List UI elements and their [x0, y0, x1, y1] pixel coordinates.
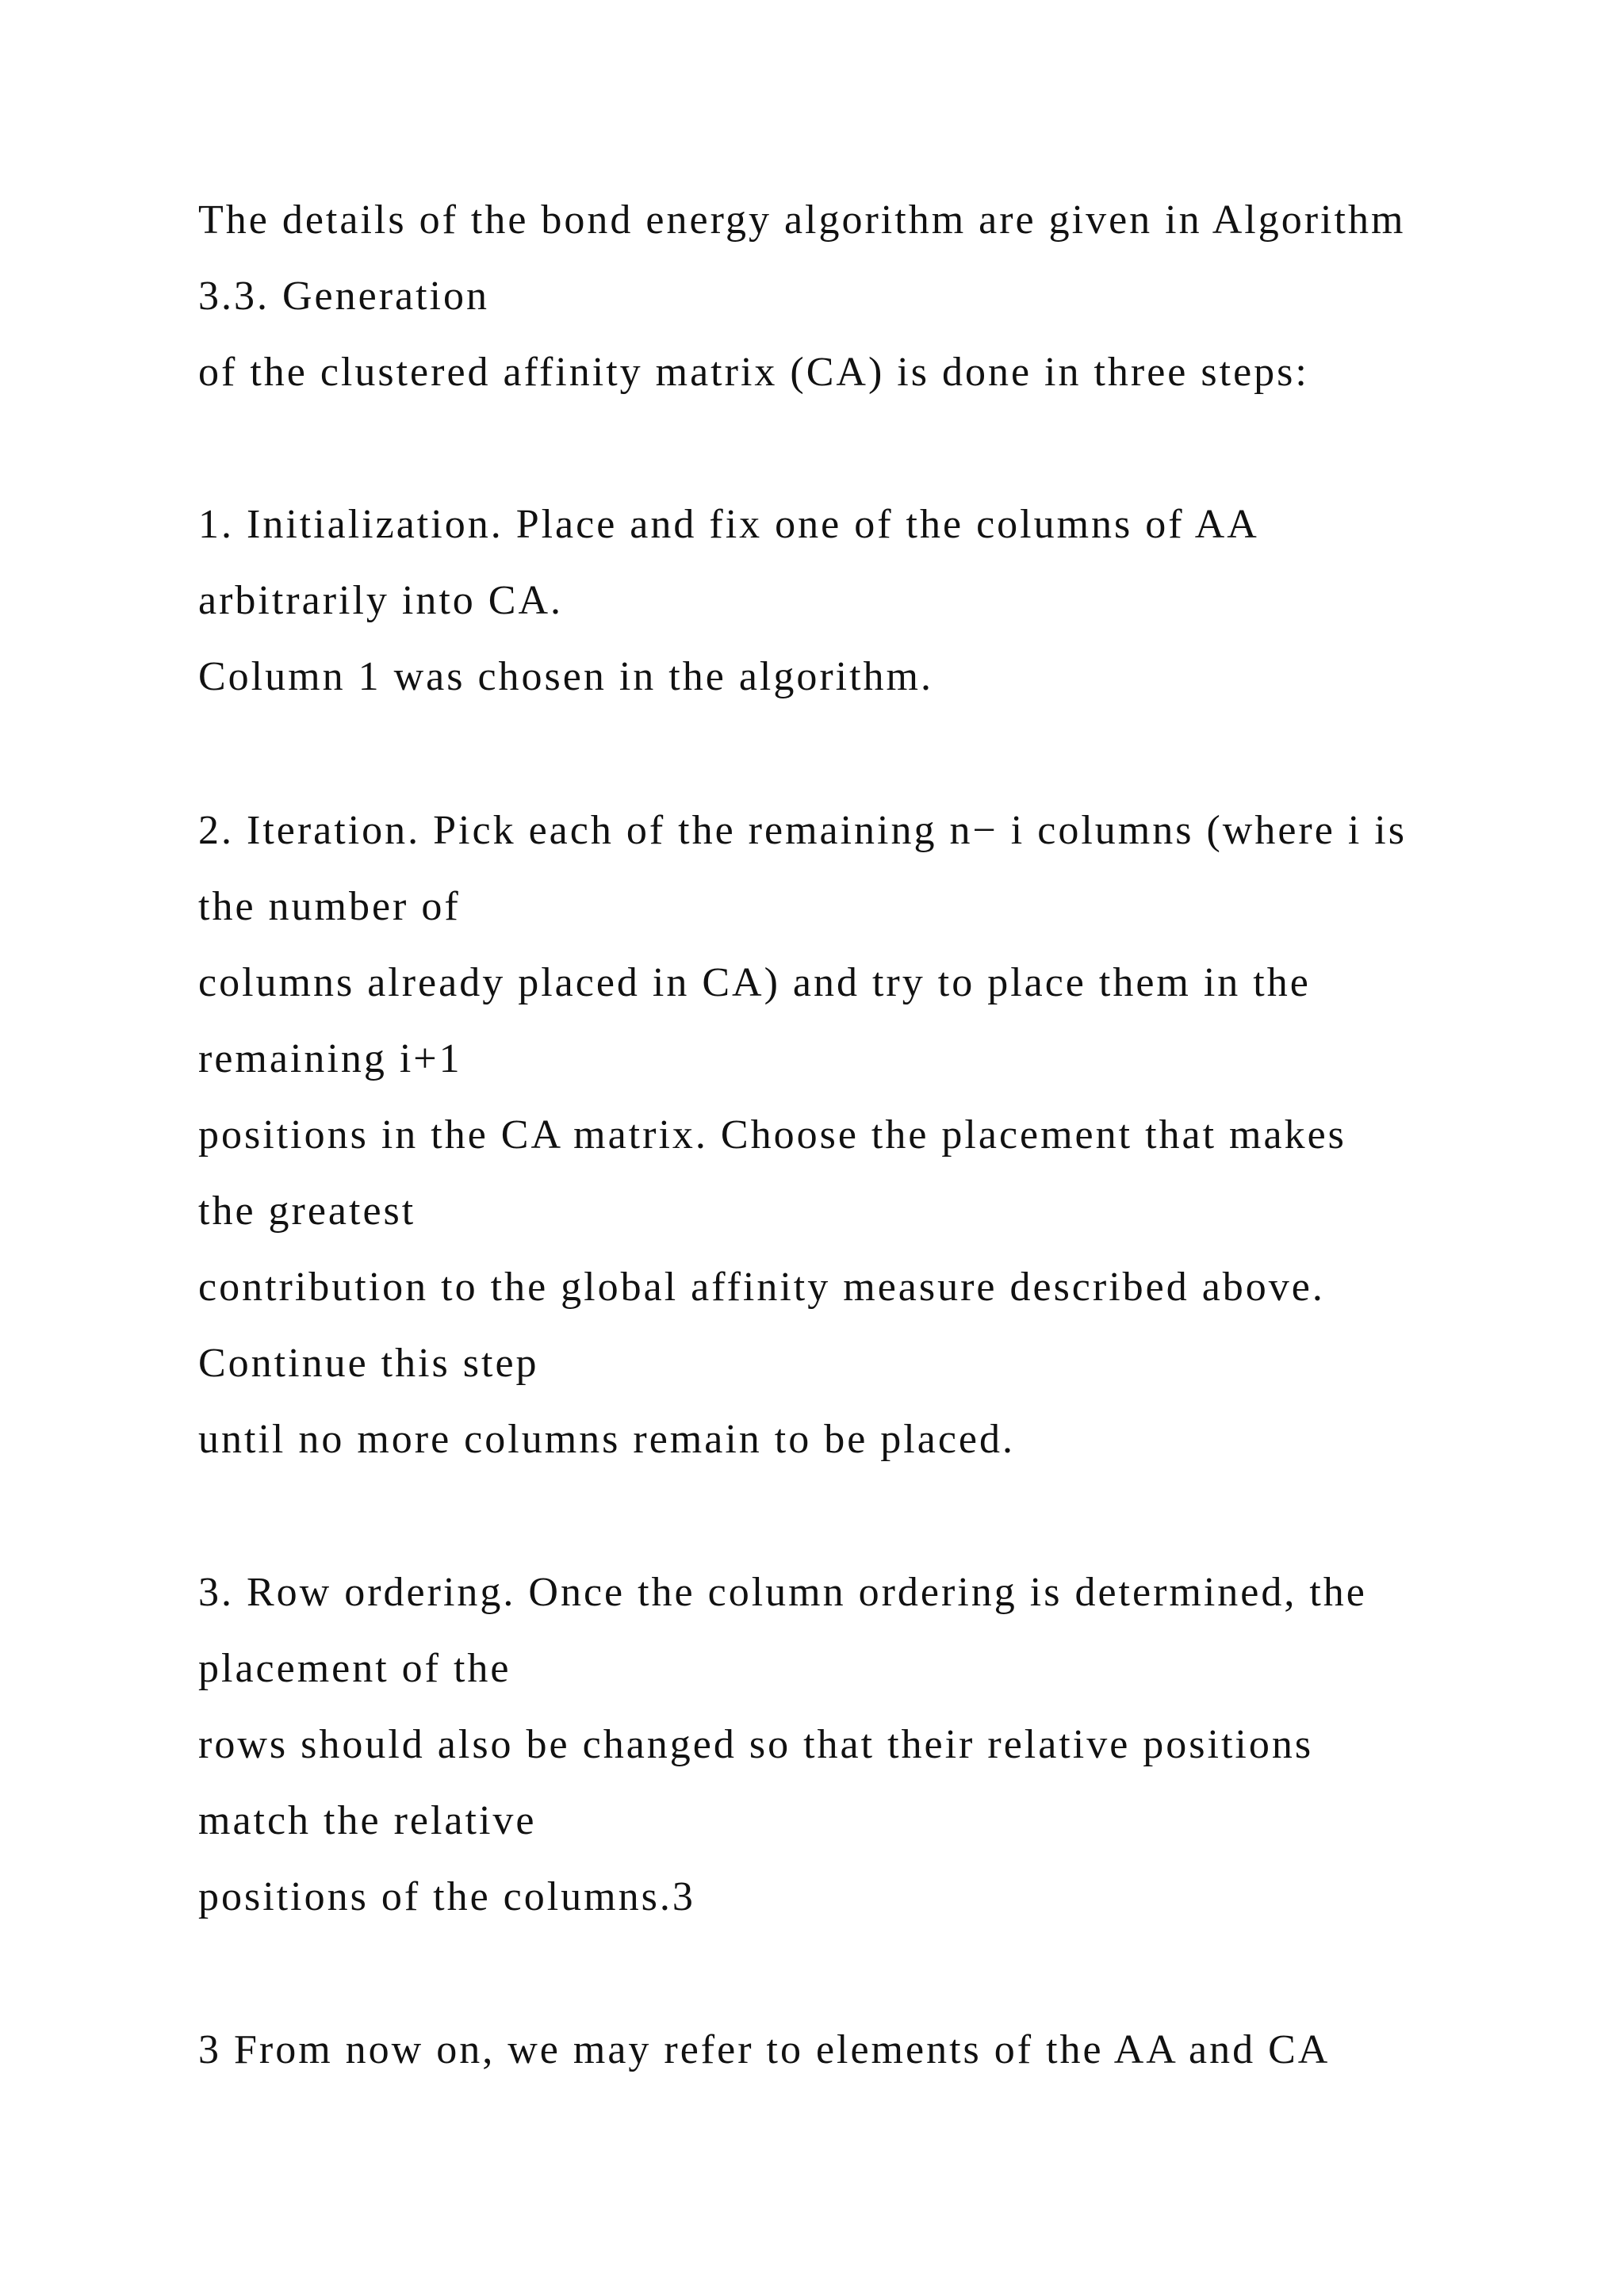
text-line: rows should also be changed so that their relative positions — [198, 1722, 1314, 1767]
text-line: arbitrarily into CA. — [198, 578, 564, 623]
text-line: 1. Initialization. Place and fix one of the columns of AA — [198, 502, 1259, 547]
text-line: contribution to the global affinity measure described above. — [198, 1265, 1325, 1310]
text-line: remaining i+1 — [198, 1036, 462, 1081]
text-line: columns already placed in CA) and try to place them in the — [198, 960, 1311, 1005]
text-line: positions in the CA matrix. Choose the placement that makes — [198, 1112, 1346, 1158]
text-line: 3.3. Generation — [198, 274, 490, 319]
text-line: Continue this step — [198, 1341, 539, 1386]
text-line: 2. Iteration. Pick each of the remaining n− i columns (where i is — [198, 808, 1407, 853]
footnote-line: 3 From now on, we may refer to elements of the AA and CA — [198, 2027, 1331, 2072]
text-line: 3. Row ordering. Once the column ordering is determined, the — [198, 1570, 1367, 1615]
text-line: positions of the columns.3 — [198, 1874, 695, 1919]
text-line: the number of — [198, 884, 461, 929]
text-line: match the relative — [198, 1798, 537, 1843]
text-line: The details of the bond energy algorithm are given in Algorithm — [198, 197, 1406, 243]
text-line: until no more columns remain to be placed. — [198, 1417, 1015, 1462]
text-line: of the clustered affinity matrix (CA) is done in three steps: — [198, 350, 1309, 395]
text-line: Column 1 was chosen in the algorithm. — [198, 654, 934, 699]
text-line: the greatest — [198, 1188, 416, 1234]
text-line: placement of the — [198, 1646, 511, 1691]
